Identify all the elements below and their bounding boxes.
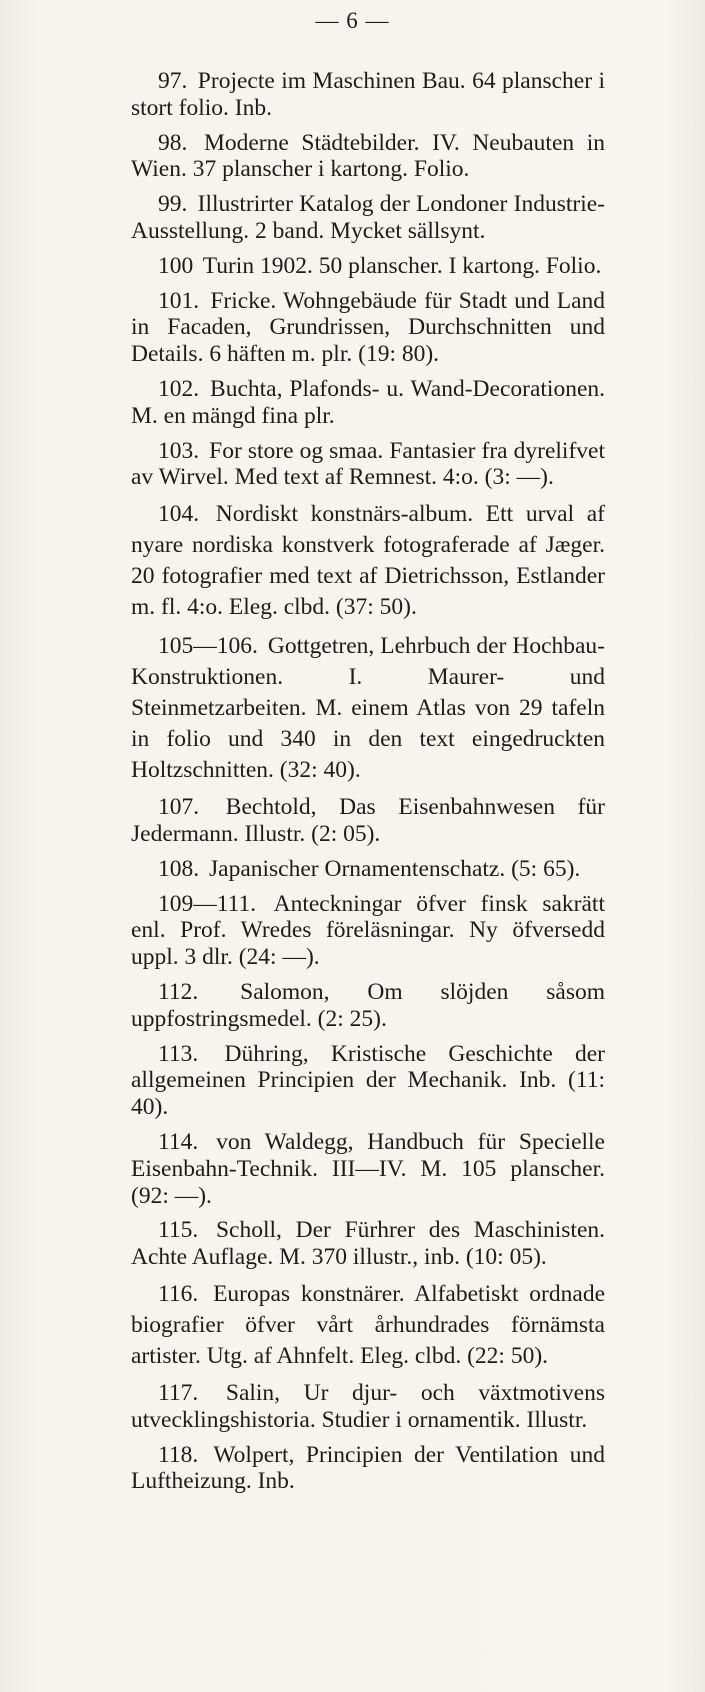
catalog-entry-114 <box>131 1129 605 1209</box>
entry-text: Japanischer Ornamentenschatz. (5: 65). <box>209 855 581 882</box>
entry-number: 117. <box>158 1379 199 1406</box>
catalog-entry-101 <box>131 288 605 368</box>
catalog-entry-112 <box>131 979 605 1033</box>
entry-text: Buchta, Plafonds- u. Wand-Decorationen. M. en mängd fina plr. <box>131 375 605 429</box>
catalog-entry-107 <box>131 794 605 848</box>
entry-number: 105—106. <box>158 633 258 660</box>
catalog-entry-113 <box>131 1041 605 1121</box>
catalog-entry-97 <box>131 68 605 122</box>
entry-list <box>131 68 605 1503</box>
entry-text: Illustrirter Katalog der Londoner Industrie-Ausstellung. 2 band. Mycket sällsynt. <box>131 191 605 244</box>
entry-text: Projecte im Maschinen Bau. 64 planscher i stort folio. Inb. <box>131 68 606 121</box>
entry-text: Fricke. Wohngebäude für Stadt und Land in Facaden, Grundrissen, Durchschnitten und Details. 6 häften m. plr. (19: 80). <box>131 287 605 368</box>
catalog-entry-108 <box>131 856 605 883</box>
entry-number: 103. <box>158 437 200 464</box>
entry-number: 114. <box>158 1128 199 1155</box>
entry-text: Gottgetren, Lehrbuch der Hochbau-Konstruktionen. I. Maurer- und Steinmetzarbeiten. M. einem Atlas von 29 tafeln in folio und 340 in den text eingedruckten Holtzschnitten. (32: 40). <box>131 633 606 784</box>
entry-text: Dühring, Kristische Geschichte der allgemeinen Principien der Mechanik. Inb. (11: 40). <box>131 1040 606 1121</box>
entry-number: 100 <box>158 252 194 279</box>
page-number: — 6 — <box>315 8 390 33</box>
catalog-entry-105-106 <box>131 631 605 786</box>
entry-text: Europas konstnärer. Alfabetiskt ordnade biografier öfver vårt århundrades förnämsta artister. Utg. af Ahnfelt. Eleg. clbd. (22: 50). <box>131 1280 605 1369</box>
entry-number: 104. <box>158 501 200 528</box>
entry-number: 115. <box>158 1217 199 1244</box>
entry-number: 107. <box>158 794 200 821</box>
entry-number: 116. <box>158 1280 199 1307</box>
entry-text: Nordiskt konstnärs-album. Ett urval af nyare nordiska konstverk fotograferade af Jæger. 20 fotografier med text af Dietrichsson, Estlander m. fl. 4:o. Eleg. clbd. (37: 50). <box>131 501 605 621</box>
entry-number: 109—111. <box>158 890 257 917</box>
catalog-entry-103 <box>131 438 605 492</box>
entry-number: 98. <box>158 129 188 156</box>
catalog-entry-104 <box>131 499 605 623</box>
catalog-entry-102 <box>131 376 605 430</box>
entry-number: 118. <box>158 1441 199 1468</box>
entry-number: 101. <box>158 287 200 314</box>
entry-number: 112. <box>158 978 199 1005</box>
entry-number: 97. <box>158 68 188 94</box>
entry-text: Wolpert, Principien der Ventilation und Luftheizung. Inb. <box>131 1441 605 1495</box>
entry-text: Anteckningar öfver finsk sakrätt enl. Prof. Wredes föreläsningar. Ny öfversedd uppl. 3 dlr. (24: —). <box>131 890 605 971</box>
entry-number: 113. <box>158 1040 199 1067</box>
entry-text: Scholl, Der Fürhrer des Maschinisten. Achte Auflage. M. 370 illustr., inb. (10: 05). <box>131 1217 605 1271</box>
catalog-entry-118 <box>131 1442 605 1496</box>
catalog-entry-98 <box>131 130 605 184</box>
catalog-entry-116 <box>131 1279 605 1372</box>
entry-text: Salomon, Om slöjden såsom uppfostringsmedel. (2: 25). <box>131 978 605 1032</box>
entry-text: Bechtold, Das Eisenbahnwesen für Jedermann. Illustr. (2: 05). <box>131 794 605 847</box>
entry-number: 102. <box>158 375 200 402</box>
catalog-entry-115 <box>131 1217 605 1271</box>
entry-text: For store og smaa. Fantasier fra dyrelifvet av Wirvel. Med text af Remnest. 4:o. (3: —). <box>131 437 605 491</box>
entry-text: Moderne Städtebilder. IV. Neubauten in Wien. 37 planscher i kartong. Folio. <box>131 129 605 183</box>
entry-number: 99. <box>158 191 188 218</box>
entry-number: 108. <box>158 855 200 882</box>
entry-text: Salin, Ur djur- och växtmotivens utvecklingshistoria. Studier i ornamentik. Illustr. <box>131 1379 606 1433</box>
entry-text: von Waldegg, Handbuch für Specielle Eisenbahn-Technik. III—IV. M. 105 planscher. (92: —). <box>131 1128 605 1209</box>
catalog-entry-117 <box>131 1380 605 1434</box>
entry-text: Turin 1902. 50 planscher. I kartong. Folio. <box>202 252 602 279</box>
catalog-entry-109-111 <box>131 891 605 971</box>
catalog-entry-100 <box>131 253 605 280</box>
catalog-entry-99 <box>131 191 605 245</box>
